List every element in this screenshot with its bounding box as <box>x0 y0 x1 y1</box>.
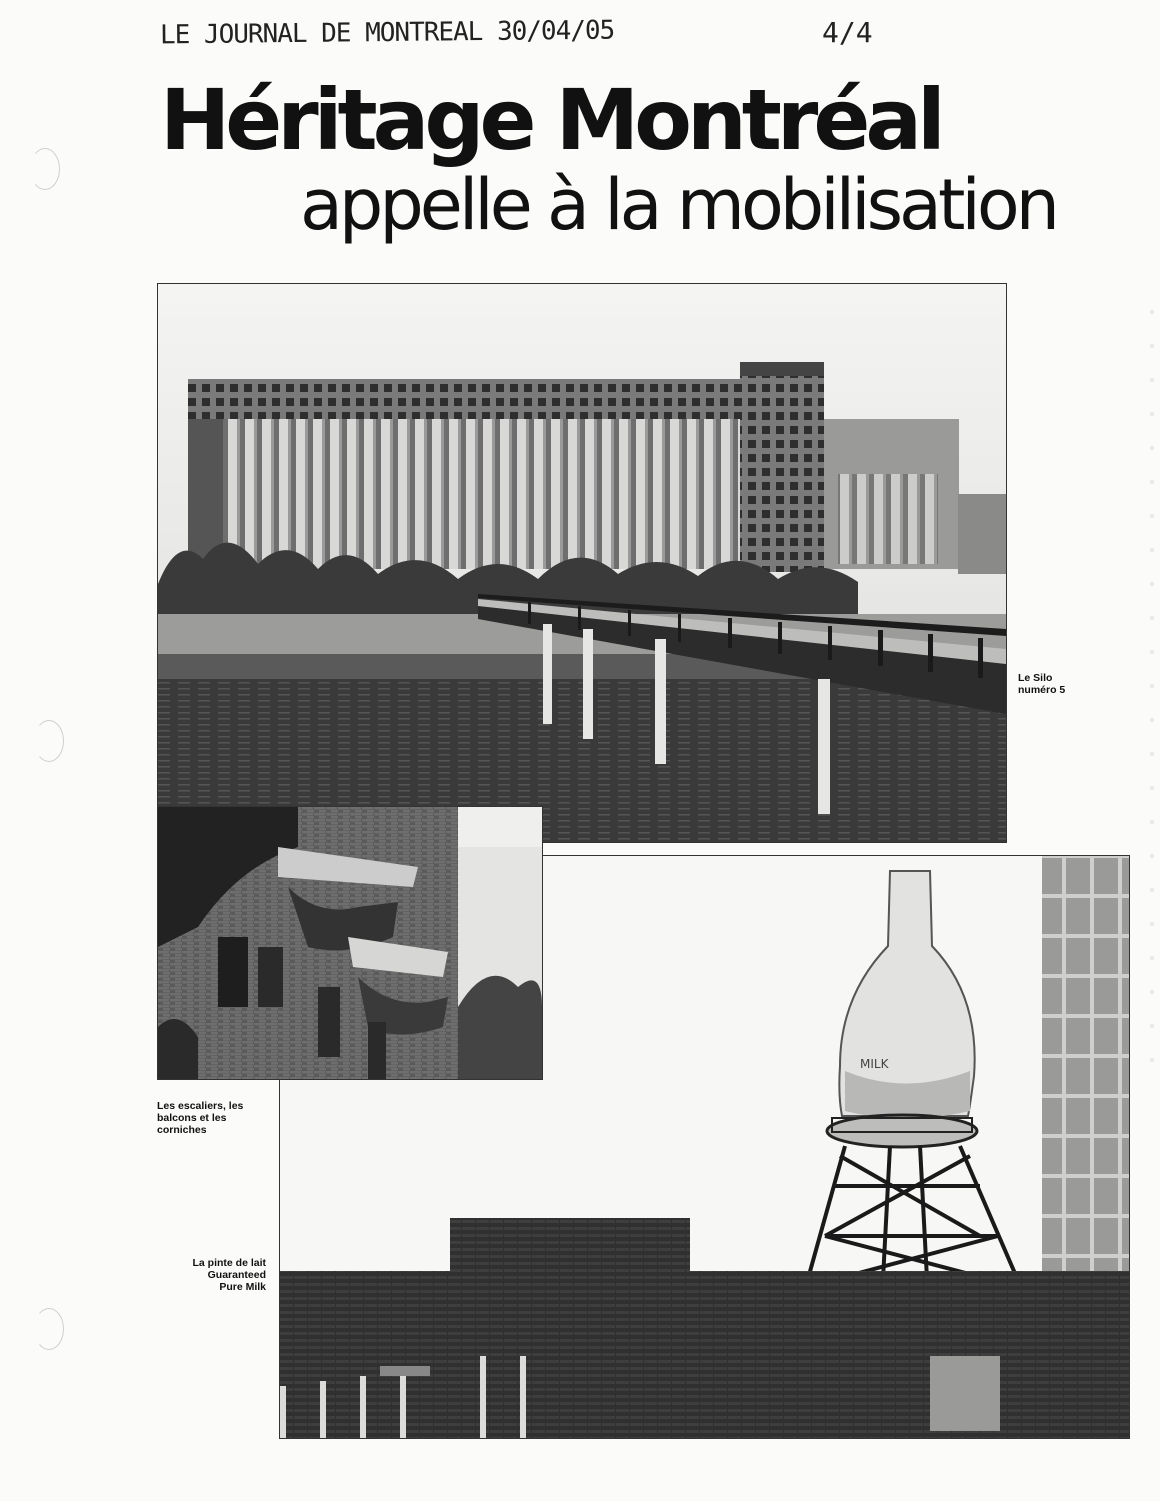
margin-scan-specks <box>1150 280 1154 1080</box>
silo-photo <box>157 283 1007 843</box>
handwritten-source-note: LE JOURNAL DE MONTREAL 30/04/05 <box>159 15 615 51</box>
punch-hole-top <box>30 148 60 190</box>
page-mark: 4/4 <box>822 16 873 49</box>
punch-hole-middle <box>34 720 64 762</box>
balconies-photo <box>157 806 543 1080</box>
article-subtitle: appelle à la mobilisation <box>300 164 1057 246</box>
balconies-caption: Les escaliers, les balcons et les corniches <box>157 1100 244 1136</box>
bottle-label: MILK <box>860 1057 889 1071</box>
punch-hole-bottom <box>34 1308 64 1350</box>
silo-caption: Le Silo numéro 5 <box>1018 672 1066 696</box>
milk-bottle-caption: La pinte de lait Guaranteed Pure Milk <box>192 1257 266 1293</box>
article-title: Héritage Montréal <box>160 71 941 169</box>
